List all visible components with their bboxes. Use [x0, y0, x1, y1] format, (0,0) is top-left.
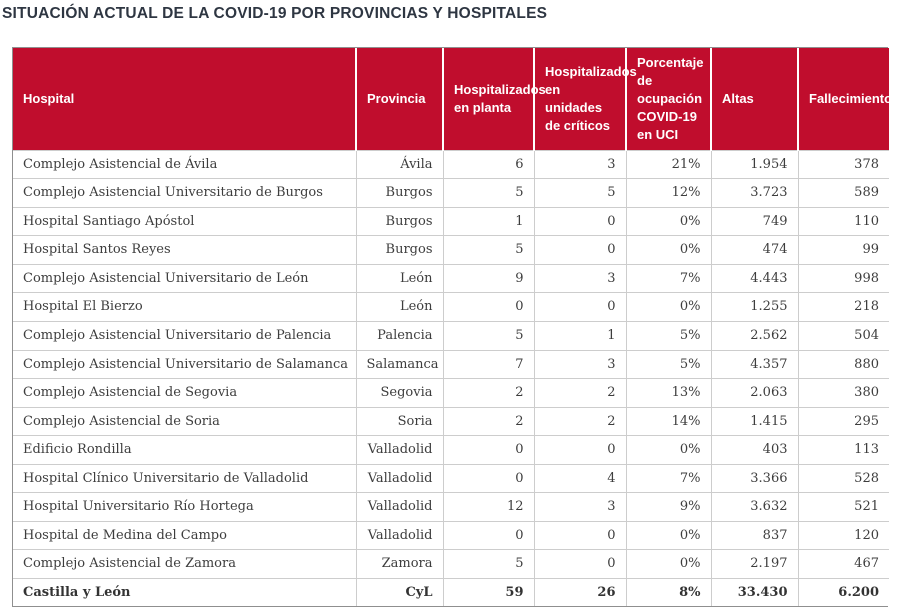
- cell-criticos: 3: [534, 493, 626, 522]
- column-header-altas: Altas: [711, 48, 798, 150]
- cell-planta: 59: [443, 578, 534, 606]
- table-header: [13, 48, 900, 150]
- cell-provincia: Soria: [356, 407, 443, 436]
- cell-hospital: Hospital Santos Reyes: [13, 236, 356, 265]
- cell-provincia: León: [356, 293, 443, 322]
- cell-criticos: 3: [534, 350, 626, 379]
- table-row: [13, 521, 889, 550]
- table-row: [13, 436, 889, 465]
- cell-provincia: CyL: [356, 578, 443, 606]
- cell-criticos: 1: [534, 322, 626, 351]
- table-row: [13, 293, 889, 322]
- cell-provincia: Burgos: [356, 236, 443, 265]
- cell-provincia: Valladolid: [356, 464, 443, 493]
- cell-criticos: 0: [534, 293, 626, 322]
- cell-altas: 837: [711, 521, 798, 550]
- cell-provincia: León: [356, 264, 443, 293]
- column-header-provincia: Provincia: [356, 48, 443, 150]
- cell-uci-pct: 7%: [626, 464, 711, 493]
- cell-criticos: 2: [534, 379, 626, 408]
- cell-planta: 0: [443, 464, 534, 493]
- cell-altas: 2.197: [711, 550, 798, 579]
- cell-criticos: 2: [534, 407, 626, 436]
- cell-planta: 2: [443, 407, 534, 436]
- cell-hospital: Complejo Asistencial de Soria: [13, 407, 356, 436]
- table-row: [13, 207, 889, 236]
- cell-uci-pct: 5%: [626, 350, 711, 379]
- cell-criticos: 3: [534, 264, 626, 293]
- cell-altas: 2.063: [711, 379, 798, 408]
- cell-criticos: 5: [534, 179, 626, 208]
- cell-planta: 12: [443, 493, 534, 522]
- table-row: [13, 179, 889, 208]
- cell-criticos: 0: [534, 521, 626, 550]
- total-row: [13, 578, 889, 606]
- cell-hospital: Complejo Asistencial Universitario de León: [13, 264, 356, 293]
- cell-provincia: Valladolid: [356, 493, 443, 522]
- cell-altas: 1.415: [711, 407, 798, 436]
- table-body: [13, 150, 889, 606]
- cell-altas: 33.430: [711, 578, 798, 606]
- cell-altas: 1.255: [711, 293, 798, 322]
- cell-planta: 6: [443, 150, 534, 179]
- cell-uci-pct: 8%: [626, 578, 711, 606]
- page-title: SITUACIÓN ACTUAL DE LA COVID-19 POR PROVINCIAS Y HOSPITALES: [2, 5, 548, 22]
- cell-planta: 5: [443, 550, 534, 579]
- cell-fallecimientos: 528: [798, 464, 889, 493]
- table-row: [13, 407, 889, 436]
- cell-uci-pct: 12%: [626, 179, 711, 208]
- cell-hospital: Complejo Asistencial de Zamora: [13, 550, 356, 579]
- table-row: [13, 236, 889, 265]
- cell-fallecimientos: 218: [798, 293, 889, 322]
- cell-criticos: 4: [534, 464, 626, 493]
- cell-hospital: Hospital Clínico Universitario de Valladolid: [13, 464, 356, 493]
- cell-hospital: Hospital Universitario Río Hortega: [13, 493, 356, 522]
- column-header-uci-pct: Porcentaje de ocupación COVID-19 en UCI: [626, 48, 711, 150]
- cell-altas: 403: [711, 436, 798, 465]
- cell-provincia: Valladolid: [356, 521, 443, 550]
- cell-altas: 3.723: [711, 179, 798, 208]
- cell-fallecimientos: 110: [798, 207, 889, 236]
- column-header-hospital: Hospital: [13, 48, 356, 150]
- cell-criticos: 0: [534, 207, 626, 236]
- cell-uci-pct: 0%: [626, 436, 711, 465]
- cell-criticos: 0: [534, 436, 626, 465]
- cell-hospital: Complejo Asistencial Universitario de Salamanca: [13, 350, 356, 379]
- table-row: [13, 550, 889, 579]
- cell-uci-pct: 0%: [626, 550, 711, 579]
- cell-hospital: Complejo Asistencial de Ávila: [13, 150, 356, 179]
- cell-fallecimientos: 378: [798, 150, 889, 179]
- cell-uci-pct: 21%: [626, 150, 711, 179]
- cell-uci-pct: 7%: [626, 264, 711, 293]
- cell-hospital: Complejo Asistencial Universitario de Palencia: [13, 322, 356, 351]
- cell-hospital: Castilla y León: [13, 578, 356, 606]
- cell-altas: 2.562: [711, 322, 798, 351]
- cell-altas: 4.443: [711, 264, 798, 293]
- cell-criticos: 26: [534, 578, 626, 606]
- cell-altas: 3.366: [711, 464, 798, 493]
- table-row: [13, 464, 889, 493]
- cell-provincia: Palencia: [356, 322, 443, 351]
- cell-provincia: Zamora: [356, 550, 443, 579]
- cell-criticos: 0: [534, 550, 626, 579]
- cell-fallecimientos: 467: [798, 550, 889, 579]
- cell-uci-pct: 0%: [626, 236, 711, 265]
- cell-fallecimientos: 589: [798, 179, 889, 208]
- cell-provincia: Valladolid: [356, 436, 443, 465]
- cell-provincia: Burgos: [356, 207, 443, 236]
- cell-fallecimientos: 6.200: [798, 578, 889, 606]
- table-row: [13, 322, 889, 351]
- cell-altas: 4.357: [711, 350, 798, 379]
- cell-criticos: 3: [534, 150, 626, 179]
- table-row: [13, 493, 889, 522]
- cell-planta: 5: [443, 236, 534, 265]
- table-row: [13, 150, 889, 179]
- table-row: [13, 264, 889, 293]
- cell-uci-pct: 13%: [626, 379, 711, 408]
- cell-fallecimientos: 521: [798, 493, 889, 522]
- cell-uci-pct: 9%: [626, 493, 711, 522]
- cell-fallecimientos: 295: [798, 407, 889, 436]
- cell-uci-pct: 0%: [626, 293, 711, 322]
- cell-hospital: Complejo Asistencial de Segovia: [13, 379, 356, 408]
- cell-planta: 9: [443, 264, 534, 293]
- cell-hospital: Hospital de Medina del Campo: [13, 521, 356, 550]
- cell-hospital: Hospital El Bierzo: [13, 293, 356, 322]
- cell-hospital: Hospital Santiago Apóstol: [13, 207, 356, 236]
- table-row: [13, 379, 889, 408]
- cell-planta: 0: [443, 521, 534, 550]
- cell-altas: 474: [711, 236, 798, 265]
- cell-uci-pct: 14%: [626, 407, 711, 436]
- cell-planta: 5: [443, 322, 534, 351]
- cell-altas: 1.954: [711, 150, 798, 179]
- cell-planta: 0: [443, 293, 534, 322]
- cell-provincia: Burgos: [356, 179, 443, 208]
- table-header-row: [13, 48, 889, 150]
- cell-planta: 2: [443, 379, 534, 408]
- cell-planta: 1: [443, 207, 534, 236]
- column-header-planta: Hospitalizados en planta: [443, 48, 534, 150]
- cell-provincia: Salamanca: [356, 350, 443, 379]
- cell-planta: 0: [443, 436, 534, 465]
- cell-criticos: 0: [534, 236, 626, 265]
- cell-fallecimientos: 113: [798, 436, 889, 465]
- cell-hospital: Edificio Rondilla: [13, 436, 356, 465]
- cell-uci-pct: 5%: [626, 322, 711, 351]
- covid-hospitals-table: [13, 48, 900, 606]
- column-header-fallecimientos: Fallecimientos: [798, 48, 889, 150]
- cell-fallecimientos: 998: [798, 264, 889, 293]
- cell-provincia: Segovia: [356, 379, 443, 408]
- cell-uci-pct: 0%: [626, 521, 711, 550]
- cell-fallecimientos: 120: [798, 521, 889, 550]
- column-header-criticos: Hospitalizados en unidades de críticos: [534, 48, 626, 150]
- cell-hospital: Complejo Asistencial Universitario de Burgos: [13, 179, 356, 208]
- cell-altas: 3.632: [711, 493, 798, 522]
- cell-planta: 5: [443, 179, 534, 208]
- cell-fallecimientos: 880: [798, 350, 889, 379]
- cell-fallecimientos: 380: [798, 379, 889, 408]
- covid-table-container: [12, 47, 900, 607]
- cell-altas: 749: [711, 207, 798, 236]
- cell-fallecimientos: 99: [798, 236, 889, 265]
- cell-fallecimientos: 504: [798, 322, 889, 351]
- cell-planta: 7: [443, 350, 534, 379]
- cell-provincia: Ávila: [356, 150, 443, 179]
- table-row: [13, 350, 889, 379]
- cell-uci-pct: 0%: [626, 207, 711, 236]
